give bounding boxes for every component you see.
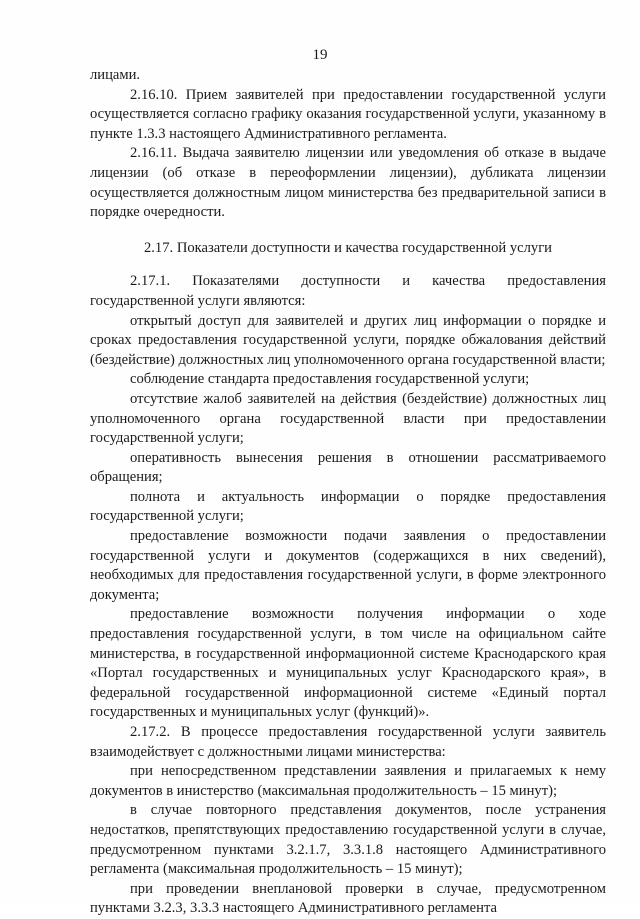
page-number: 19 bbox=[312, 47, 328, 63]
list-item: отсутствие жалоб заявителей на действия (бездействие) должностных лиц уполномоченного органа государственной власти при предоставлении государственной услуги; bbox=[90, 390, 606, 447]
list-item: открытый доступ для заявителей и других лиц информации о порядке и сроках предоставления государственной услуги, порядке обжалования действий (бездействие) должностных лиц уполномоченного органа государственной власти; bbox=[90, 312, 606, 368]
list-item: при проведении внеплановой проверки в случае, предусмотренном пунктами 3.2.3, 3.3.3 настоящего Административного регламента bbox=[90, 880, 606, 917]
paragraph-2-16-10: 2.16.10. Прием заявителей при предоставлении государственной услуги осуществляется согласно графику оказания государственной услуги, указанному в пункте 1.3.3 настоящего Административного регламента. bbox=[90, 86, 606, 142]
section-heading: 2.17. Показатели доступности и качества государственной услуги bbox=[143, 239, 552, 256]
list-item: оперативность вынесения решения в отношении рассматриваемого обращения; bbox=[90, 449, 606, 486]
paragraph-2-16-11: 2.16.11. Выдача заявителю лицензии или уведомления об отказе в выдаче лицензии (об отказе в переоформлении лицензии), дубликата лицензии осуществляется должностным лицом министерства без предварительной записи в порядке очередности. bbox=[90, 145, 606, 221]
paragraph-continuation: лицами. bbox=[90, 67, 141, 83]
list-item: в случае повторного представления документов, после устранения недостатков, препятствующих предоставлению государственной услуги в случае, предусмотренном пунктами 3.2.1.7, 3.3.1.8 настоящего Административного регламента (максимальная продолжительность – 15 минут); bbox=[90, 802, 606, 878]
list-item: полнота и актуальность информации о порядке предоставления государственной услуги; bbox=[90, 488, 606, 525]
list-item: соблюдение стандарта предоставления государственной услуги; bbox=[130, 371, 530, 388]
list-item: при непосредственном представлении заявления и прилагаемых к нему документов в инистерство (максимальная продолжительность – 15 минут); bbox=[90, 763, 606, 799]
list-item: предоставление возможности подачи заявления о предоставлении государственной услуги и документов (содержащихся в них сведений), необходимых для предоставления государственной услуги, в форме электронного документа; bbox=[90, 528, 606, 603]
list-item: предоставление возможности получения информации о ходе предоставления государственной услуги, в том числе на официальном сайте министерства, в государственной информационной системе Краснодарского края «Портал государственных и муниципальных услуг Краснодарского края», в федеральной государственной информационной системе «Единый портал государственных и муниципальных услуг (функций)». bbox=[90, 606, 606, 721]
page-content bbox=[90, 66, 606, 919]
paragraph-2-17-2: 2.17.2. В процессе предоставления государственной услуги заявитель взаимодействует с должностными лицами министерства: bbox=[90, 724, 606, 760]
paragraph-2-17-1: 2.17.1. Показателями доступности и качества предоставления государственной услуги являются: bbox=[90, 273, 606, 309]
